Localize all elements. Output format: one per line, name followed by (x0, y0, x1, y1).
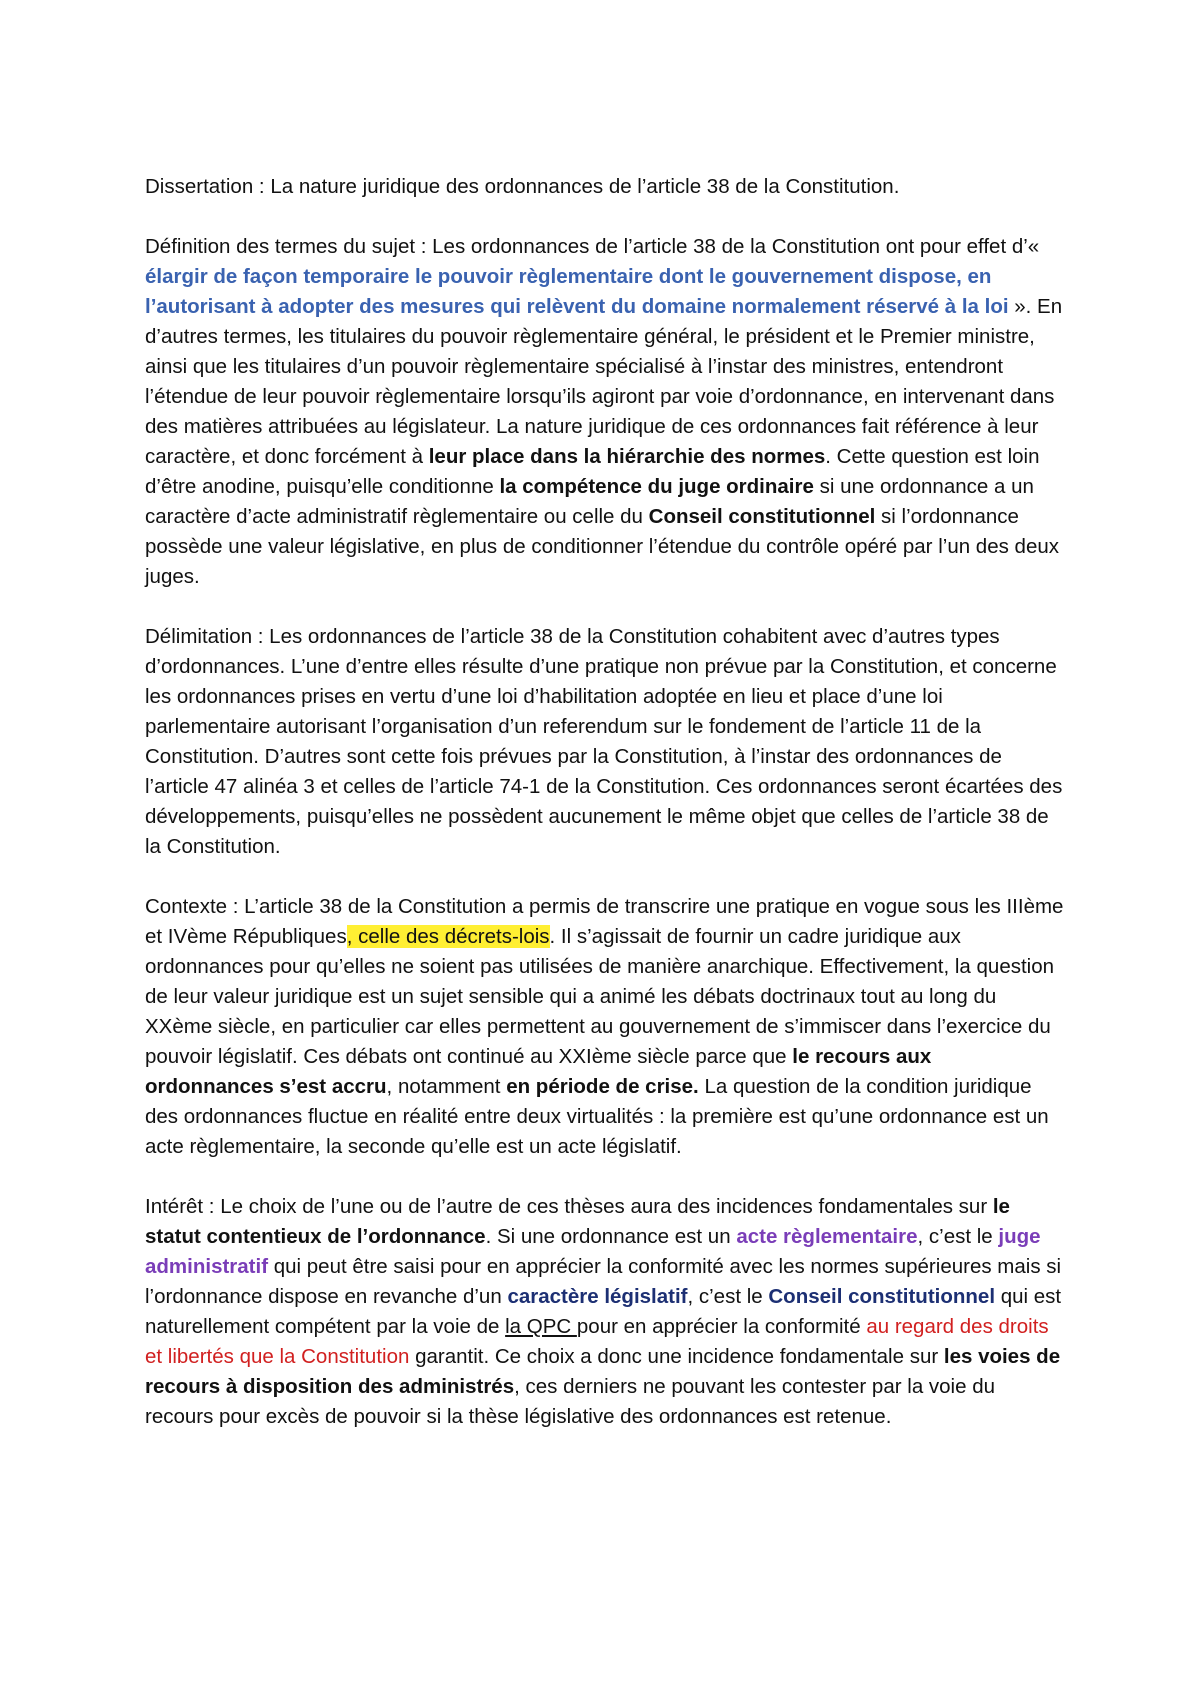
text-run: qui peut être saisi pour en apprécier la conformité avec les normes supérieures mais si l’ordonnance dispose en revanche d’un (145, 1255, 1062, 1308)
text-run: , c’est le (687, 1285, 769, 1308)
document-body (145, 172, 1065, 1462)
bold-phrase: le statut contentieux de l’ordonnance (145, 1195, 1010, 1248)
bold-phrase: leur place dans la hiérarchie des normes (428, 445, 826, 468)
text-run: ». En d’autres termes, les titulaires du pouvoir règlementaire général, le président et le Premier ministre, ainsi que les titulaires d’un pouvoir règlementaire spécialisé à l’instar des ministres, entendront l’étendue de leur pouvoir règlementaire lorsqu’ils agiront par voie d’ordonnance, en intervenant dans des matières attribuées au législateur. La nature juridique de ces ordonnances fait référence à leur caractère, et donc forcément à (145, 295, 1063, 468)
text-run: Définition des termes du sujet : Les ordonnances de l’article 38 de la Constitution ont pour effet d’« (145, 235, 1040, 258)
bold-phrase: le recours aux ordonnances s’est accru (145, 1045, 932, 1098)
navy-phrase: Conseil constitutionnel (768, 1285, 996, 1308)
paragraph-contexte (145, 892, 1065, 1162)
text-run: , ces derniers ne pouvant les contester par la voie du recours pour excès de pouvoir si la thèse législative des ordonnances est retenue. (145, 1375, 996, 1428)
red-phrase: au regard des droits et libertés que la Constitution (145, 1315, 1049, 1368)
paragraph-interet (145, 1192, 1065, 1432)
bold-phrase: Conseil constitutionnel (648, 505, 876, 528)
text-run: Intérêt : Le choix de l’une ou de l’autre de ces thèses aura des incidences fondamentales sur (145, 1195, 993, 1218)
underlined-phrase: la QPC (505, 1315, 577, 1338)
text-run: si l’ordonnance possède une valeur législative, en plus de conditionner l’étendue du contrôle opéré par l’un des deux juges. (145, 505, 1060, 588)
text-run: qui est naturellement compétent par la voie de (145, 1285, 1062, 1338)
text-run: . Il s’agissait de fournir un cadre juridique aux ordonnances pour qu’elles ne soient pas utilisées de manière anarchique. Effectivement, la question de leur valeur juridique est un sujet sensible qui a animé les débats doctrinaux tout au long du XXème siècle, en particulier car elles permettent au gouvernement de s’immiscer dans l’exercice du pouvoir législatif. Ces débats ont continué au XXIème siècle parce que (145, 925, 1055, 1068)
text-run: Contexte : L’article 38 de la Constitution a permis de transcrire une pratique en vogue sous les IIIème et IVème Républiques (145, 895, 1064, 948)
highlighted-phrase: , celle des décrets-lois (346, 925, 550, 948)
text-run: si une ordonnance a un caractère d’acte administratif règlementaire ou celle du (145, 475, 1034, 528)
navy-phrase: caractère législatif (507, 1285, 688, 1308)
purple-phrase: acte règlementaire (736, 1225, 918, 1248)
paragraph-definition (145, 232, 1065, 592)
bold-phrase: en période de crise. (506, 1075, 699, 1098)
quoted-definition: élargir de façon temporaire le pouvoir règlementaire dont le gouvernement dispose, en l’autorisant à adopter des mesures qui relèvent du domaine normalement réservé à la loi (145, 265, 1009, 318)
bold-phrase: la compétence du juge ordinaire (499, 475, 814, 498)
text-run: . Si une ordonnance est un (485, 1225, 737, 1248)
text-run: garantit. Ce choix a donc une incidence fondamentale sur (409, 1345, 944, 1368)
bold-phrase: les voies de recours à disposition des administrés (145, 1345, 1061, 1398)
text-run: , notamment (386, 1075, 507, 1098)
document-title: Dissertation : La nature juridique des ordonnances de l’article 38 de la Constitution. (145, 175, 900, 198)
paragraph-delimitation: Délimitation : Les ordonnances de l’article 38 de la Constitution cohabitent avec d’autres types d’ordonnances. L’une d’entre elles résulte d’une pratique non prévue par la Constitution, et concerne les ordonnances prises en vertu d’une loi d’habilitation adoptée en lieu et place d’une loi parlementaire autorisant l’organisation d’un referendum sur le fondement de l’article 11 de la Constitution. D’autres sont cette fois prévues par la Constitution, à l’instar des ordonnances de l’article 47 alinéa 3 et celles de l’article 74-1 de la Constitution. Ces ordonnances seront écartées des développements, puisqu’elles ne possèdent aucunement le même objet que celles de l’article 38 de la Constitution. (145, 625, 1063, 858)
text-run: , c’est le (917, 1225, 999, 1248)
purple-phrase: juge administratif (145, 1225, 1041, 1278)
text-run: La question de la condition juridique des ordonnances fluctue en réalité entre deux virtualités : la première est qu’une ordonnance est un acte règlementaire, la seconde qu’elle est un acte législatif. (145, 1075, 1049, 1158)
text-run: pour en apprécier la conformité (576, 1315, 867, 1338)
text-run: . Cette question est loin d’être anodine, puisqu’elle conditionne (145, 445, 1040, 498)
